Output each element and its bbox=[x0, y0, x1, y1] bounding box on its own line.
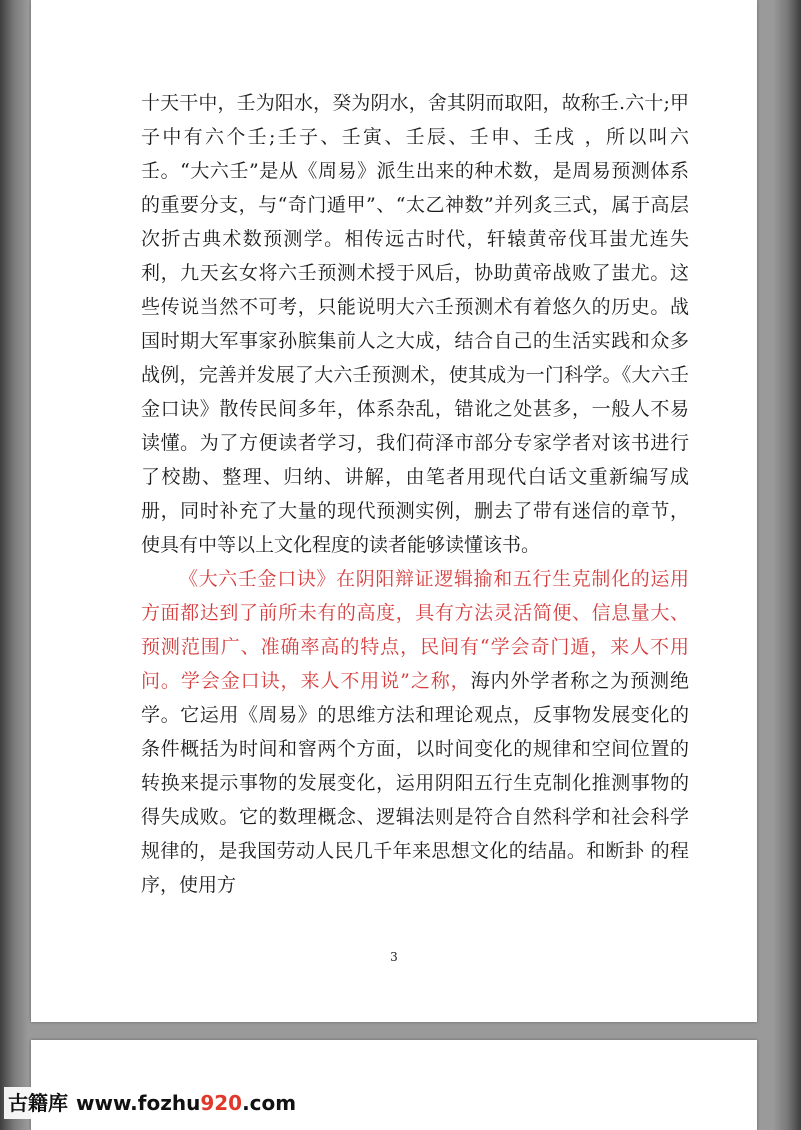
paragraph-second-continuation: 海内外学者称之为预测绝学。它运用《周易》的思维方法和理论观点，反事物发展变化的条件概括为时间和窨两个方面，以时间变化的规律和空间位置的转换来提示事物的发展变化，运用阴阳五行生克制化推测事物的得失成败。它的数理概念、逻辑法则是符合自然科学和社会科学规律的，是我国劳动人民几千年来思想文化的结晶。和断卦 的程序，使用方 bbox=[141, 670, 689, 896]
paragraph-intro: 十天干中，壬为阳水，癸为阴水，舍其阴而取阳，故称壬.六十;甲子中有六个壬;壬子、壬寅、壬辰、壬申、壬戌 ，所以叫六壬。“大六壬”是从《周易》派生出来的种术数，是周易预测体系的重要分支，与“奇门遁甲”、“太乙神数”并列炙三式，属于高层次折古典术数预测学。相传远古时代，轩辕黄帝伐耳蚩尤连失利，九天玄女将六壬预测术授于风后，协助黄帝战败了蚩尤。这些传说当然不可考，只能说明大六壬预测术有着悠久的历史。战国时期大军事家孙膑集前人之大成，结合自己的生活实践和众多战例，完善并发展了大六壬预测术，使其成为一门科学。《大六壬金口诀》散传民间多年，体系杂乱，错讹之处甚多，一般人不易读懂。为了方便读者学习，我们荷泽市部分专家学者对该书进行了校勘、整理、归纳、讲解，由笔者用现代白话文重新编写成册，同时补充了大量的现代预测实例，删去了带有迷信的章节，使具有中等以上文化程度的读者能够读懂该书。 bbox=[141, 92, 689, 556]
page-number: 3 bbox=[390, 950, 398, 964]
highlighted-text: 《大六壬金口诀》在阴阳辩证逻辑揄和五行生克制化的运用方面都达到了前所未有的高度，具有方法灵活简便、信息量大、预测范围广、准确率高的特点，民间有“学会奇门遁，来人不用问。学会金口诀，来人不用说”之称， bbox=[141, 568, 689, 692]
watermark-url-prefix: www.fozhu bbox=[76, 1091, 201, 1115]
document-page-current bbox=[31, 0, 757, 1022]
watermark-site-name: 古籍库 bbox=[8, 1091, 68, 1115]
site-watermark bbox=[4, 1087, 302, 1119]
paragraph-second bbox=[141, 562, 689, 902]
watermark-url-number: 920 bbox=[200, 1091, 243, 1115]
watermark-url-suffix: .com bbox=[242, 1091, 297, 1115]
document-body bbox=[141, 86, 689, 902]
